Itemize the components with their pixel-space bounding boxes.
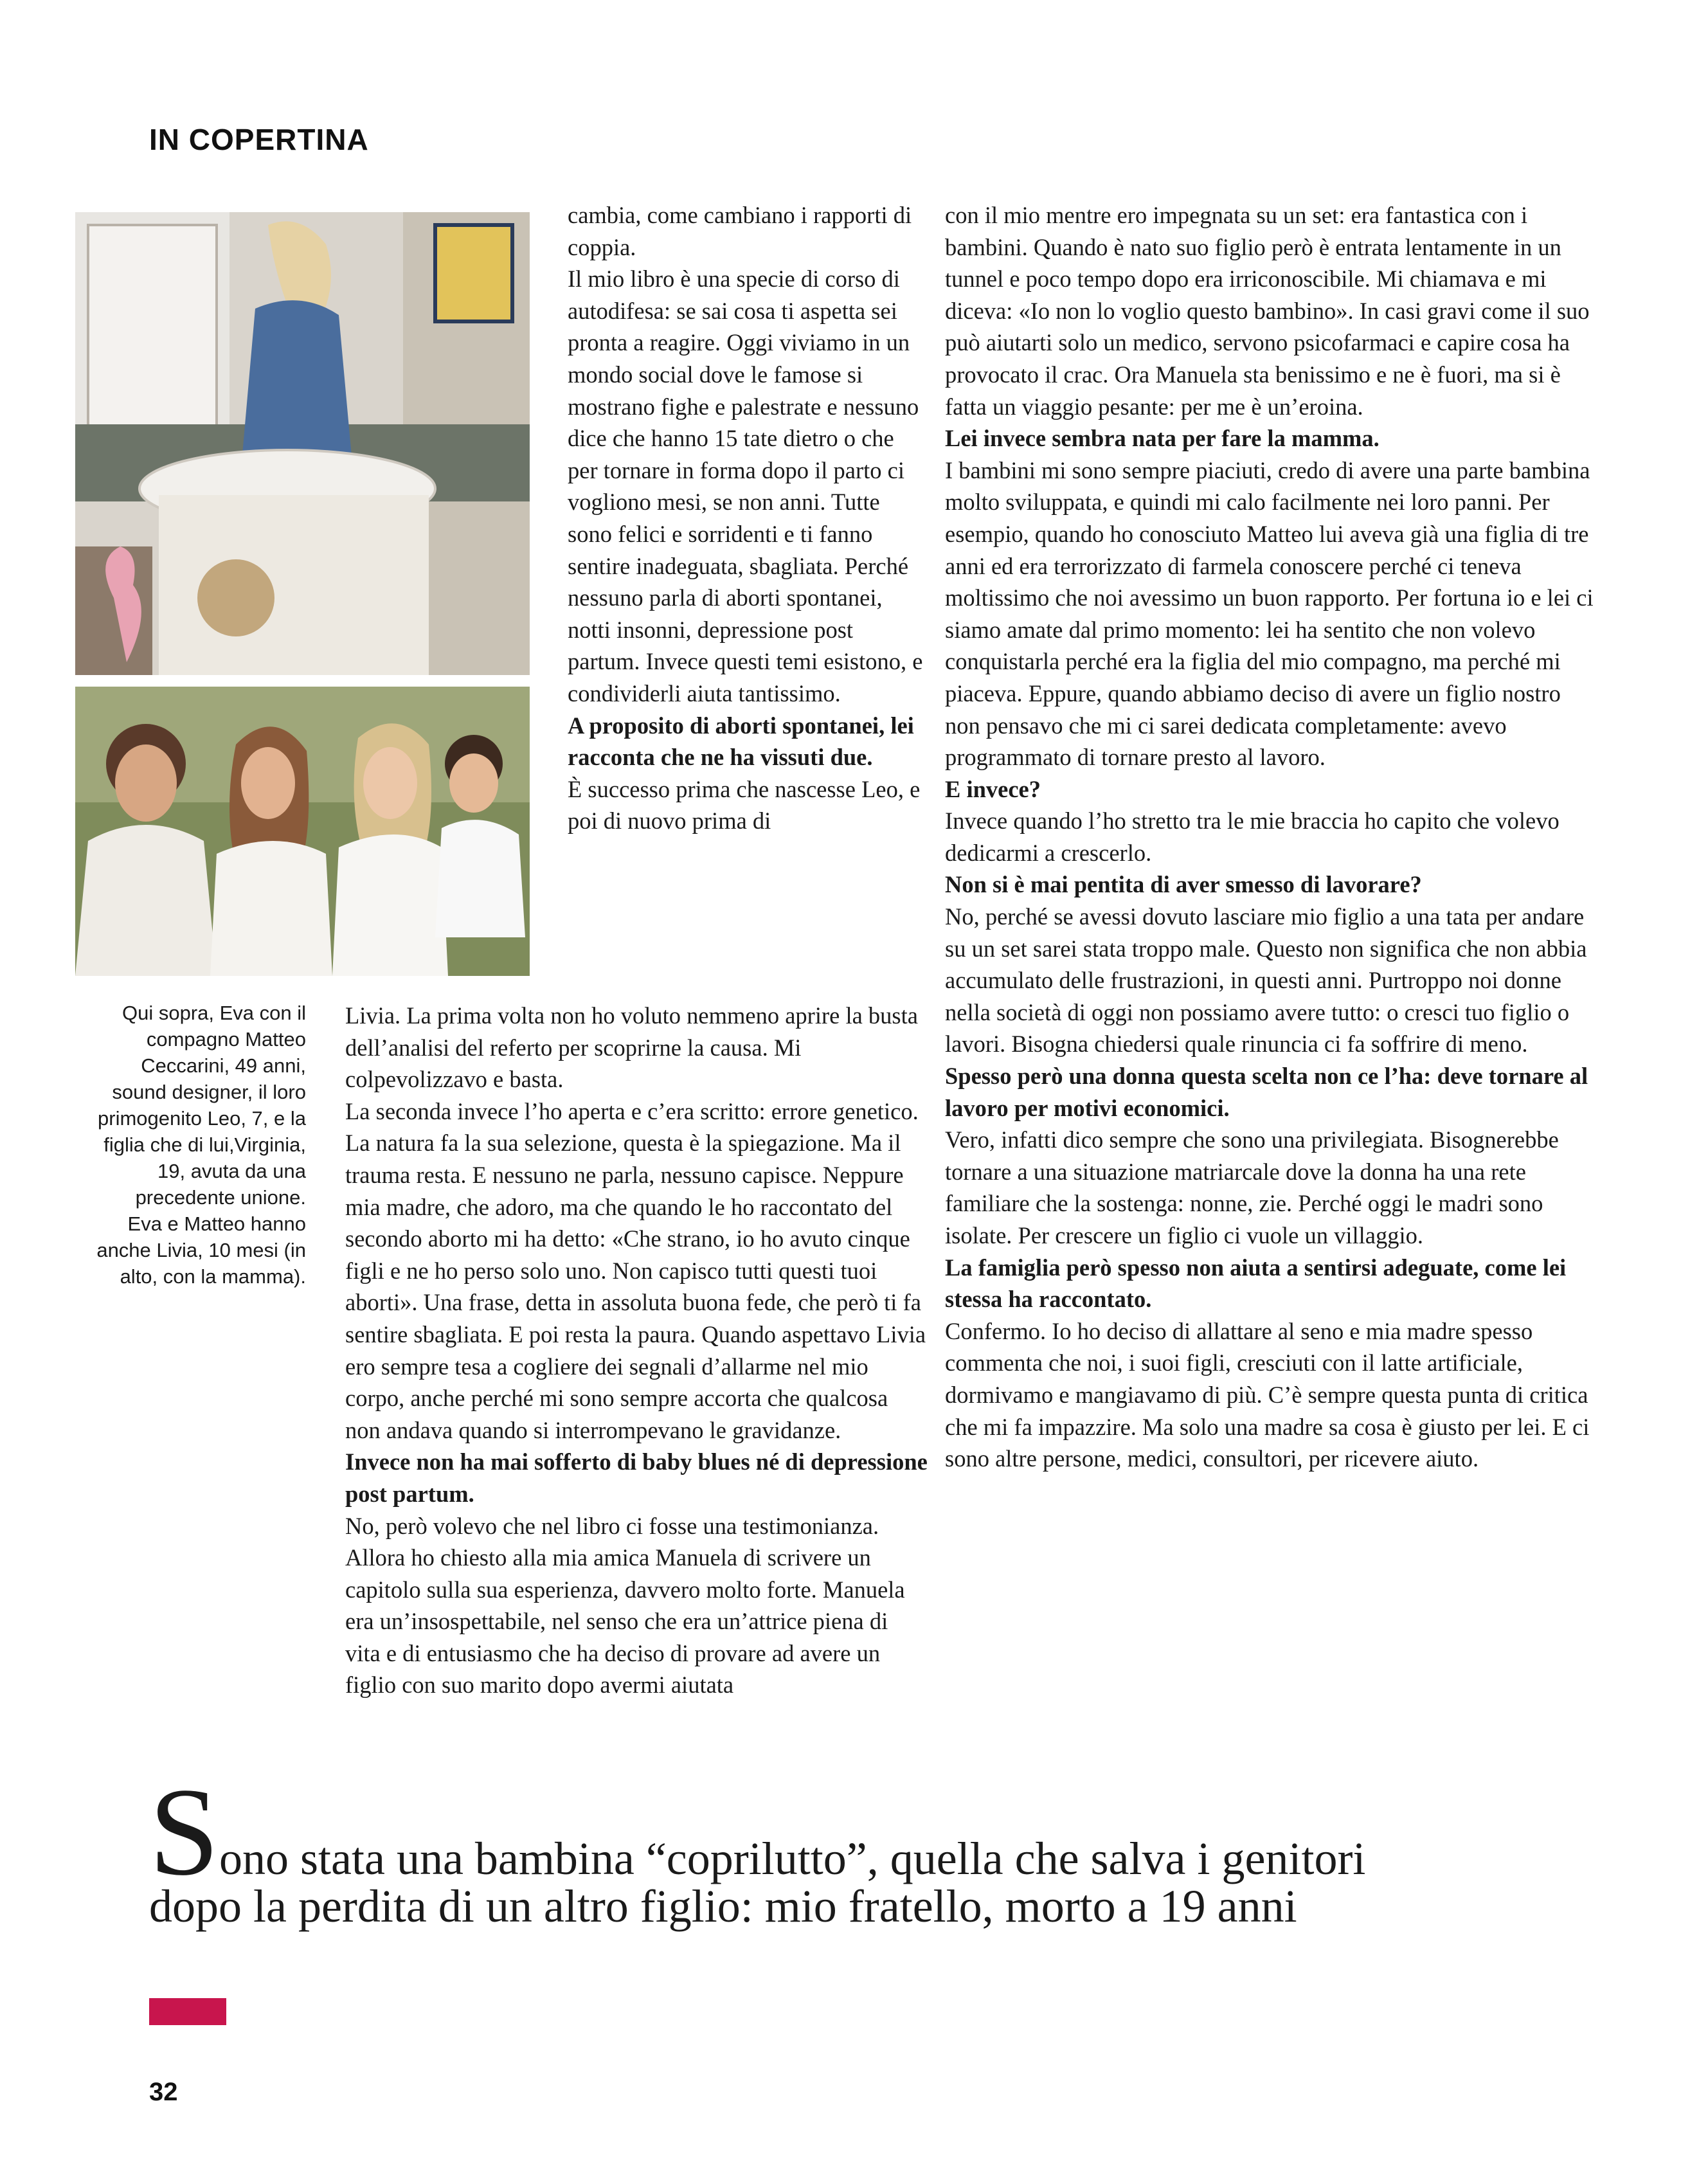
interview-question: Lei invece sembra nata per fare la mamma. — [945, 425, 1380, 452]
paragraph: Il mio libro è una specie di corso di autodifesa: se sai cosa ti aspetta sei pronta a reagire. Oggi viviamo in un mondo social dove le famose si mostrano fighe e palestrate e nessuno dice che hanno 15 tate dietro o che per tornare in forma dopo il parto ci vogliono mesi, se non anni. Tutte sono felici e sorridenti e ti fanno sentire inadeguata, sbagliata. Perché nessuno parla di aborti spontanei, notti insonni, depressione post partum. Invece questi temi esistono, e condividerli aiuta tantissimo. — [568, 266, 923, 707]
article-column-c — [945, 199, 1594, 1475]
section-label: IN COPERTINA — [149, 123, 369, 156]
paragraph: Invece quando l’ho stretto tra le mie braccia ho capito che volevo dedicarmi a crescerlo. — [945, 807, 1560, 866]
paragraph: con il mio mentre ero impegnata su un set: era fantastica con i bambini. Quando è nato suo figlio però è entrata lentamente in un tunnel e poco tempo dopo era irriconoscibile. Mi chiamava e mi diceva: «Io non lo voglio questo bambino». In casi gravi come il suo può aiutarti solo un medico, servono psicofarmaci e capire cosa ha provocato il crac. Ora Manuela sta benissimo e ne è fuori, ma si è fatta un viaggio pesante: per me è un’eroina. — [945, 202, 1590, 420]
paragraph: I bambini mi sono sempre piaciuti, credo di avere una parte bambina molto sviluppata, e quindi mi calo facilmente nei loro panni. Per esempio, quando ho conosciuto Matteo lui aveva già una figlia di tre anni ed era terrorizzato di farmela conoscere perché ci teneva moltissimo che noi avessimo un buon rapporto. Per fortuna io e lei ci siamo amate dal primo momento: lei ha sentito che non volevo conquistarla perché era la figlia del mio compagno, ma perché mi piaceva. Eppure, quando abbiamo deciso di avere un figlio nostro non pensavo che mi ci sarei dedicata completamente: avevo programmato di tornare presto al lavoro. — [945, 456, 1594, 771]
photo-family-group — [75, 687, 530, 976]
pull-quote — [149, 1762, 1692, 1932]
paragraph: No, però volevo che nel libro ci fosse una testimonianza. Allora ho chiesto alla mia amica Manuela di scrivere un capitolo sulla sua esperienza, davvero molto forte. Manuela era un’insospettabile, nel senso che era un’attrice piena di vita e di entusiasmo che ha deciso di provare ad avere un figlio con suo marito dopo avermi aiutata — [345, 1512, 905, 1699]
pull-quote-line-1-text: ono stata una bambina “coprilutto”, quella che salva i genitori — [219, 1833, 1366, 1884]
pull-quote-line-1 — [149, 1762, 1692, 1902]
photo-mother-bathing-baby — [75, 212, 530, 675]
interview-question: A proposito di aborti spontanei, lei racconta che ne ha vissuti due. — [568, 712, 914, 771]
photo-caption: Qui sopra, Eva con il compagno Matteo Ceccarini, 49 anni, sound designer, il loro primogenito Leo, 7, e la figlia che di lui,Virginia, 19, avuta da una precedente unione. Eva e Matteo hanno anche Livia, 10 mesi (in alto, con la mamma). — [96, 1002, 306, 1288]
paragraph: Confermo. Io ho deciso di allattare al seno e mia madre spesso commenta che noi, i suoi figli, cresciuti con il latte artificiale, dormivamo e mangiavamo di più. C’è sempre questa punta di critica che mi fa impazzire. Ma solo una madre sa cosa è giusto per lei. E ci sono altre persone, medici, consultori, per ricevere aiuto. — [945, 1317, 1590, 1472]
paragraph: cambia, come cambiano i rapporti di coppia. — [568, 202, 912, 260]
accent-bar — [149, 1998, 226, 2025]
paragraph: No, perché se avessi dovuto lasciare mio figlio a una tata per andare su un set sarei stata troppo male. Questo non significa che non abbia accumulato delle frustrazioni, in questi anni. Purtroppo noi donne nella società di oggi non possiamo avere tutto: o cresci tuo figlio o lavori. Bisogna chiedersi quale rinuncia ci fa soffrire di meno. — [945, 903, 1587, 1058]
interview-question: Invece non ha mai sofferto di baby blues né di depressione post partum. — [345, 1448, 928, 1507]
interview-question: Spesso però una donna questa scelta non ce l’ha: deve tornare al lavoro per motivi economici. — [945, 1063, 1588, 1121]
interview-question: Non si è mai pentita di aver smesso di lavorare? — [945, 871, 1422, 898]
article-column-b — [345, 1000, 928, 1701]
pull-quote-line-2: dopo la perdita di un altro figlio: mio fratello, morto a 19 anni — [149, 1880, 1297, 1932]
article-column-a — [568, 199, 928, 837]
paragraph: Vero, infatti dico sempre che sono una privilegiata. Bisognerebbe tornare a una situazione matriarcale dove la donna ha una rete familiare che la sostenga: nonne, zie. Perché oggi le madri sono isolate. Per crescere un figlio ci vuole un villaggio. — [945, 1126, 1559, 1249]
interview-question: La famiglia però spesso non aiuta a sentirsi adeguate, come lei stessa ha raccontato. — [945, 1254, 1567, 1313]
paragraph: La seconda invece l’ho aperta e c’era scritto: errore genetico. La natura fa la sua selezione, questa è la spiegazione. Ma il trauma resta. E nessuno ne parla, nessuno capisce. Neppure mia madre, che adoro, ma che quando le ho raccontato del secondo aborto mi ha detto: «Che strano, io ho avuto cinque figli e ne ho perso solo uno. Non capisco tutti questi tuoi aborti». Una frase, detta in assoluta buona fede, che però ti fa sentire sbagliata. E poi resta la paura. Quando aspettavo Livia ero sempre tesa a cogliere dei segnali d’allarme nel mio corpo, anche perché mi sono sempre accorta che qualcosa non andava quando si interrompevano le gravidanze. — [345, 1097, 926, 1443]
paragraph: Livia. La prima volta non ho voluto nemmeno aprire la busta dell’analisi del referto per scoprirne la causa. Mi colpevolizzavo e basta. — [345, 1002, 918, 1093]
paragraph: È successo prima che nascesse Leo, e poi di nuovo prima di — [568, 775, 921, 834]
pull-quote-dropcap: S — [149, 1762, 220, 1902]
page-number: 32 — [149, 2078, 178, 2106]
interview-question: E invece? — [945, 775, 1041, 802]
